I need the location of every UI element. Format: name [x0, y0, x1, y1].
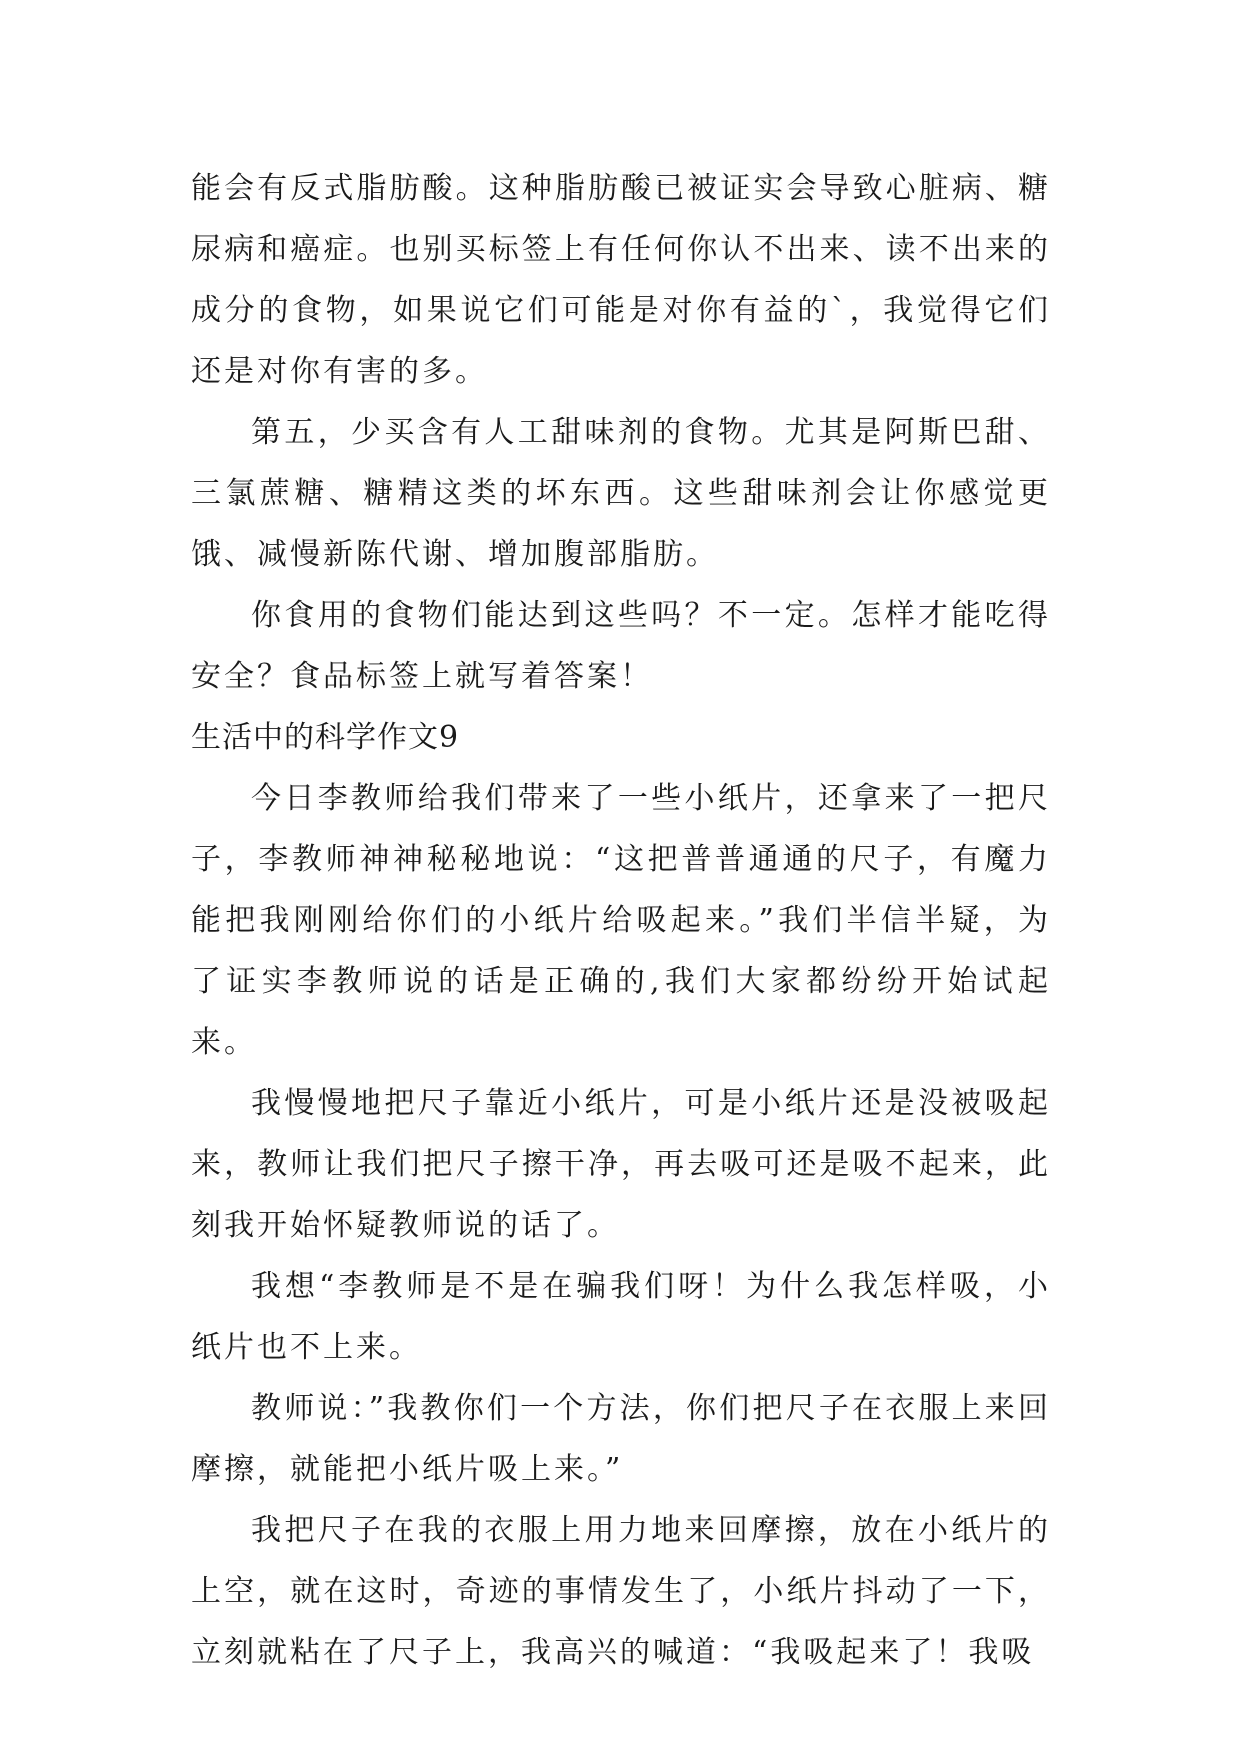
paragraph-food-label-answer: 你食用的食物们能达到这些吗？不一定。怎样才能吃得安全？食品标签上就写着答案！ — [191, 598, 1051, 694]
paragraph-point-five: 第五，少买含有人工甜味剂的食物。尤其是阿斯巴甜、三氯蔗糖、糖精这类的坏东西。这些甜味剂会让你感觉更饿、减慢新陈代谢、增加腹部脂肪。 — [191, 415, 1051, 572]
paragraph-success: 我把尺子在我的衣服上用力地来回摩擦，放在小纸片的上空，就在这时，奇迹的事情发生了，小纸片抖动了一下，立刻就粘在了尺子上，我高兴的喊道：“我吸起来了！我吸 — [191, 1513, 1051, 1670]
paragraph-ruler-intro: 今日李教师给我们带来了一些小纸片，还拿来了一把尺子，李教师神神秘秘地说：“这把普普通通的尺子，有魔力能把我刚刚给你们的小纸片给吸起来。”我们半信半疑，为了证实李教师说的话是正确的,我们大家都纷纷开始试起来。 — [191, 781, 1051, 1060]
paragraph-teacher-method: 教师说：”我教你们一个方法，你们把尺子在衣服上来回摩擦，就能把小纸片吸上来。” — [191, 1391, 1051, 1487]
essay-heading: 生活中的科学作文9 — [191, 720, 460, 755]
paragraph-doubt: 我想“李教师是不是在骗我们呀！为什么我怎样吸，小纸片也不上来。 — [191, 1269, 1051, 1365]
document-body — [191, 158, 1051, 1683]
paragraph-trans-fat: 能会有反式脂肪酸。这种脂肪酸已被证实会导致心脏病、糖尿病和癌症。也别买标签上有任何你认不出来、读不出来的成分的食物，如果说它们可能是对你有益的`，我觉得它们还是对你有害的多。 — [191, 171, 1051, 389]
paragraph-first-attempt: 我慢慢地把尺子靠近小纸片，可是小纸片还是没被吸起来，教师让我们把尺子擦干净，再去吸可还是吸不起来，此刻我开始怀疑教师说的话了。 — [191, 1086, 1051, 1243]
